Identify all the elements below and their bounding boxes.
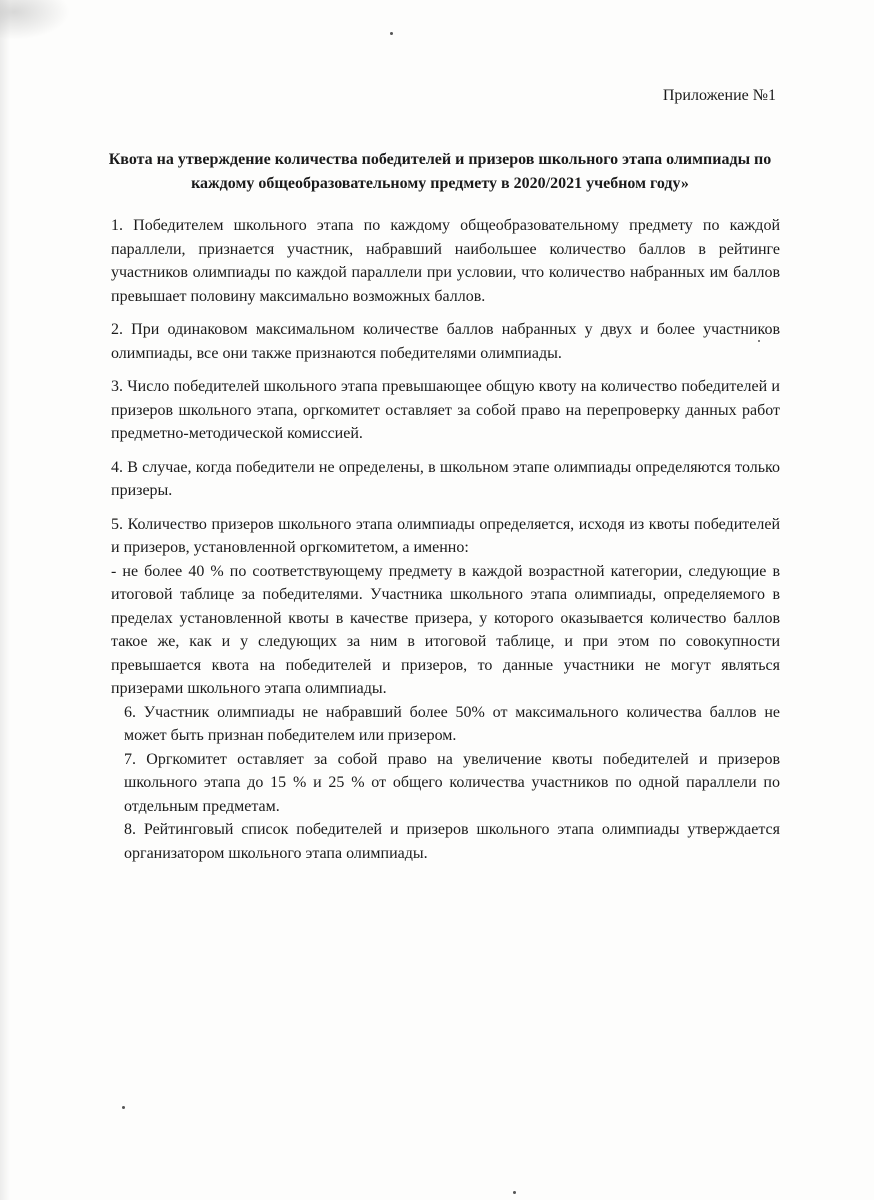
scan-smudge — [0, 0, 70, 40]
scan-speck — [390, 32, 393, 35]
document-title: Квота на утверждение количества победителей и призеров школьного этапа олимпиады по каждому общеобразовательному предмету в 2020/2021 учебном году» — [108, 151, 772, 192]
paragraph-3: 3. Число победителей школьного этапа превышающее общую квоту на количество победителей и призеров школьного этапа, оргкомитет оставляет за собой право на перепроверку данных работ предметно-методической комиссией. — [111, 378, 780, 442]
document-body — [111, 214, 780, 865]
appendix-label: Приложение №1 — [662, 87, 776, 104]
paragraph-7: 7. Оргкомитет оставляет за собой право на увеличение квоты победителей и призеров школьного этапа до 15 % и 25 % от общего количества участников по одной параллели по отдельным предметам. — [124, 750, 780, 815]
scan-edge — [0, 0, 10, 1200]
paragraph-6: 6. Участник олимпиады не набравший более 50% от максимального количества баллов не может быть признан победителем или призером. — [124, 703, 780, 744]
paragraph-4: 4. В случае, когда победители не определены, в школьном этапе олимпиады определяются только призеры. — [111, 458, 780, 499]
paragraph-5: 5. Количество призеров школьного этапа олимпиады определяется, исходя из квоты победителей и призеров, установленной оргкомитетом, а именно: — [111, 515, 780, 556]
scan-speck — [122, 1106, 125, 1109]
scan-speck — [513, 1191, 516, 1194]
paragraph-1: 1. Победителем школьного этапа по каждому общеобразовательному предмету по каждой параллели, признается участник, набравший наибольшее количество баллов в рейтинге участников олимпиады по каждой параллели при условии, что количество набранных им баллов превышает половину максимально возможных баллов. — [111, 217, 780, 305]
paragraph-8: 8. Рейтинговый список победителей и призеров школьного этапа олимпиады утверждается организатором школьного этапа олимпиады. — [124, 821, 780, 862]
paragraph-5-quota: - не более 40 % по соответствующему предмету в каждой возрастной категории, следующие в итоговой таблице за победителями. Участника школьного этапа олимпиады, определяемого в пределах установленной квоты в качестве призера, у которого оказывается количество баллов такое же, как и у следующих за ним в итоговой таблице, и при этом по совокупности превышается квота на победителей и призеров, то данные участники не могут являться призерами школьного этапа олимпиады. — [111, 562, 780, 697]
paragraph-2: 2. При одинаковом максимальном количестве баллов набранных у двух и более участников олимпиады, все они также признаются победителями олимпиады. — [111, 321, 780, 362]
